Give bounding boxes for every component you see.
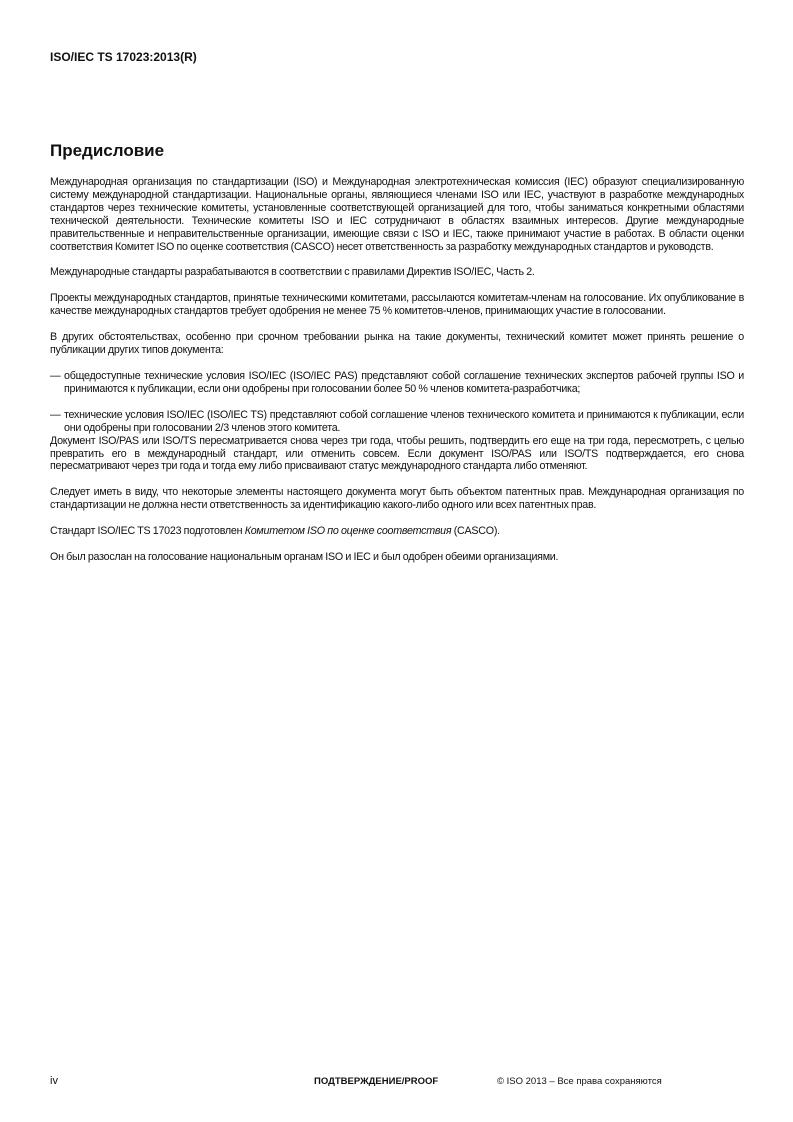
copyright: © ISO 2013 – Все права сохраняются: [497, 1076, 662, 1087]
bullet-dash: —: [50, 369, 61, 382]
list-item-text: технические условия ISO/IEC (ISO/IEC TS) представляют собой соглашение членов технического комитета и принимаются к публикации, если они одобрены при голосовании 2/3 членов этого комитета.: [64, 408, 744, 434]
paragraph: Следует иметь в виду, что некоторые элементы настоящего документа могут быть объектом патентных прав. Международная организация по стандартизации не должна нести ответственность за идентификацию какого-либо одного или всех патентных прав.: [50, 486, 744, 512]
text: Стандарт ISO/IEC TS 17023 подготовлен: [50, 525, 245, 538]
paragraph: Проекты международных стандартов, принятые техническими комитетами, рассылаются комитетам-членам на голосование. Их опубликование в качестве международных стандартов требует одобрения не менее 75 % комитетов-членов, принимающих участие в голосовании.: [50, 292, 744, 318]
paragraph: Международные стандарты разрабатываются в соответствии с правилами Директив ISO/IEC, Часть 2.: [50, 266, 535, 279]
list-item-text: общедоступные технические условия ISO/IEC (ISO/IEC PAS) представляют собой соглашение технических экспертов рабочей группы ISO и принимаются к публикации, если они одобрены при голосовании более 50 % членов комитета-разработчика;: [64, 369, 744, 395]
paragraph: Он был разослан на голосование национальным органам ISO и IEC и был одобрен обеими организациями.: [50, 551, 559, 564]
paragraph: Документ ISO/PAS или ISO/TS пересматривается снова через три года, чтобы решить, подтвердить его еще на три года, пересмотреть, с целью превратить его в международный стандарт, или отменить совсем. Если документ ISO/PAS или ISO/TS подтверждается, его снова пересматривают через три года и тогда ему либо присваивают статус международного стандарта либо отменяют.: [50, 434, 744, 473]
text: (CASCO).: [451, 525, 500, 538]
page-number: iv: [50, 1075, 58, 1087]
list-item: [50, 409, 744, 435]
paragraph: [50, 525, 744, 538]
italic-text: Комитетом ISO по оценке соответствия: [244, 525, 452, 538]
document-body: [50, 176, 744, 577]
document-header: ISO/IEC TS 17023:2013(R): [50, 50, 197, 64]
paragraph: Международная организация по стандартизации (ISO) и Международная электротехническая комиссия (IEC) образуют специализированную систему международной стандартизации. Национальные органы, являющиеся членами ISO или IEC, участвуют в разработке международных стандартов через технические комитеты, установленные соответствующей организацией для того, чтобы заниматься конкретными областями технической деятельности. Технические комитеты ISO и IEC сотрудничают в областях взаимных интересов. Другие международные правительственные и неправительственные организации, имеющие связи с ISO и IEC, также принимают участие в работах. В области оценки соответствия Комитет ISO по оценке соответствия (CASCO) несет ответственность за разработку международных стандартов и руководств.: [50, 176, 744, 253]
list-item: [50, 370, 744, 396]
proof-label: ПОДТВЕРЖДЕНИЕ/PROOF: [314, 1076, 439, 1087]
paragraph: В других обстоятельствах, особенно при срочном требовании рынка на такие документы, технический комитет может принять решение о публикации других типов документа:: [50, 331, 744, 357]
bullet-dash: —: [50, 408, 61, 421]
section-title: Предисловие: [50, 141, 165, 160]
